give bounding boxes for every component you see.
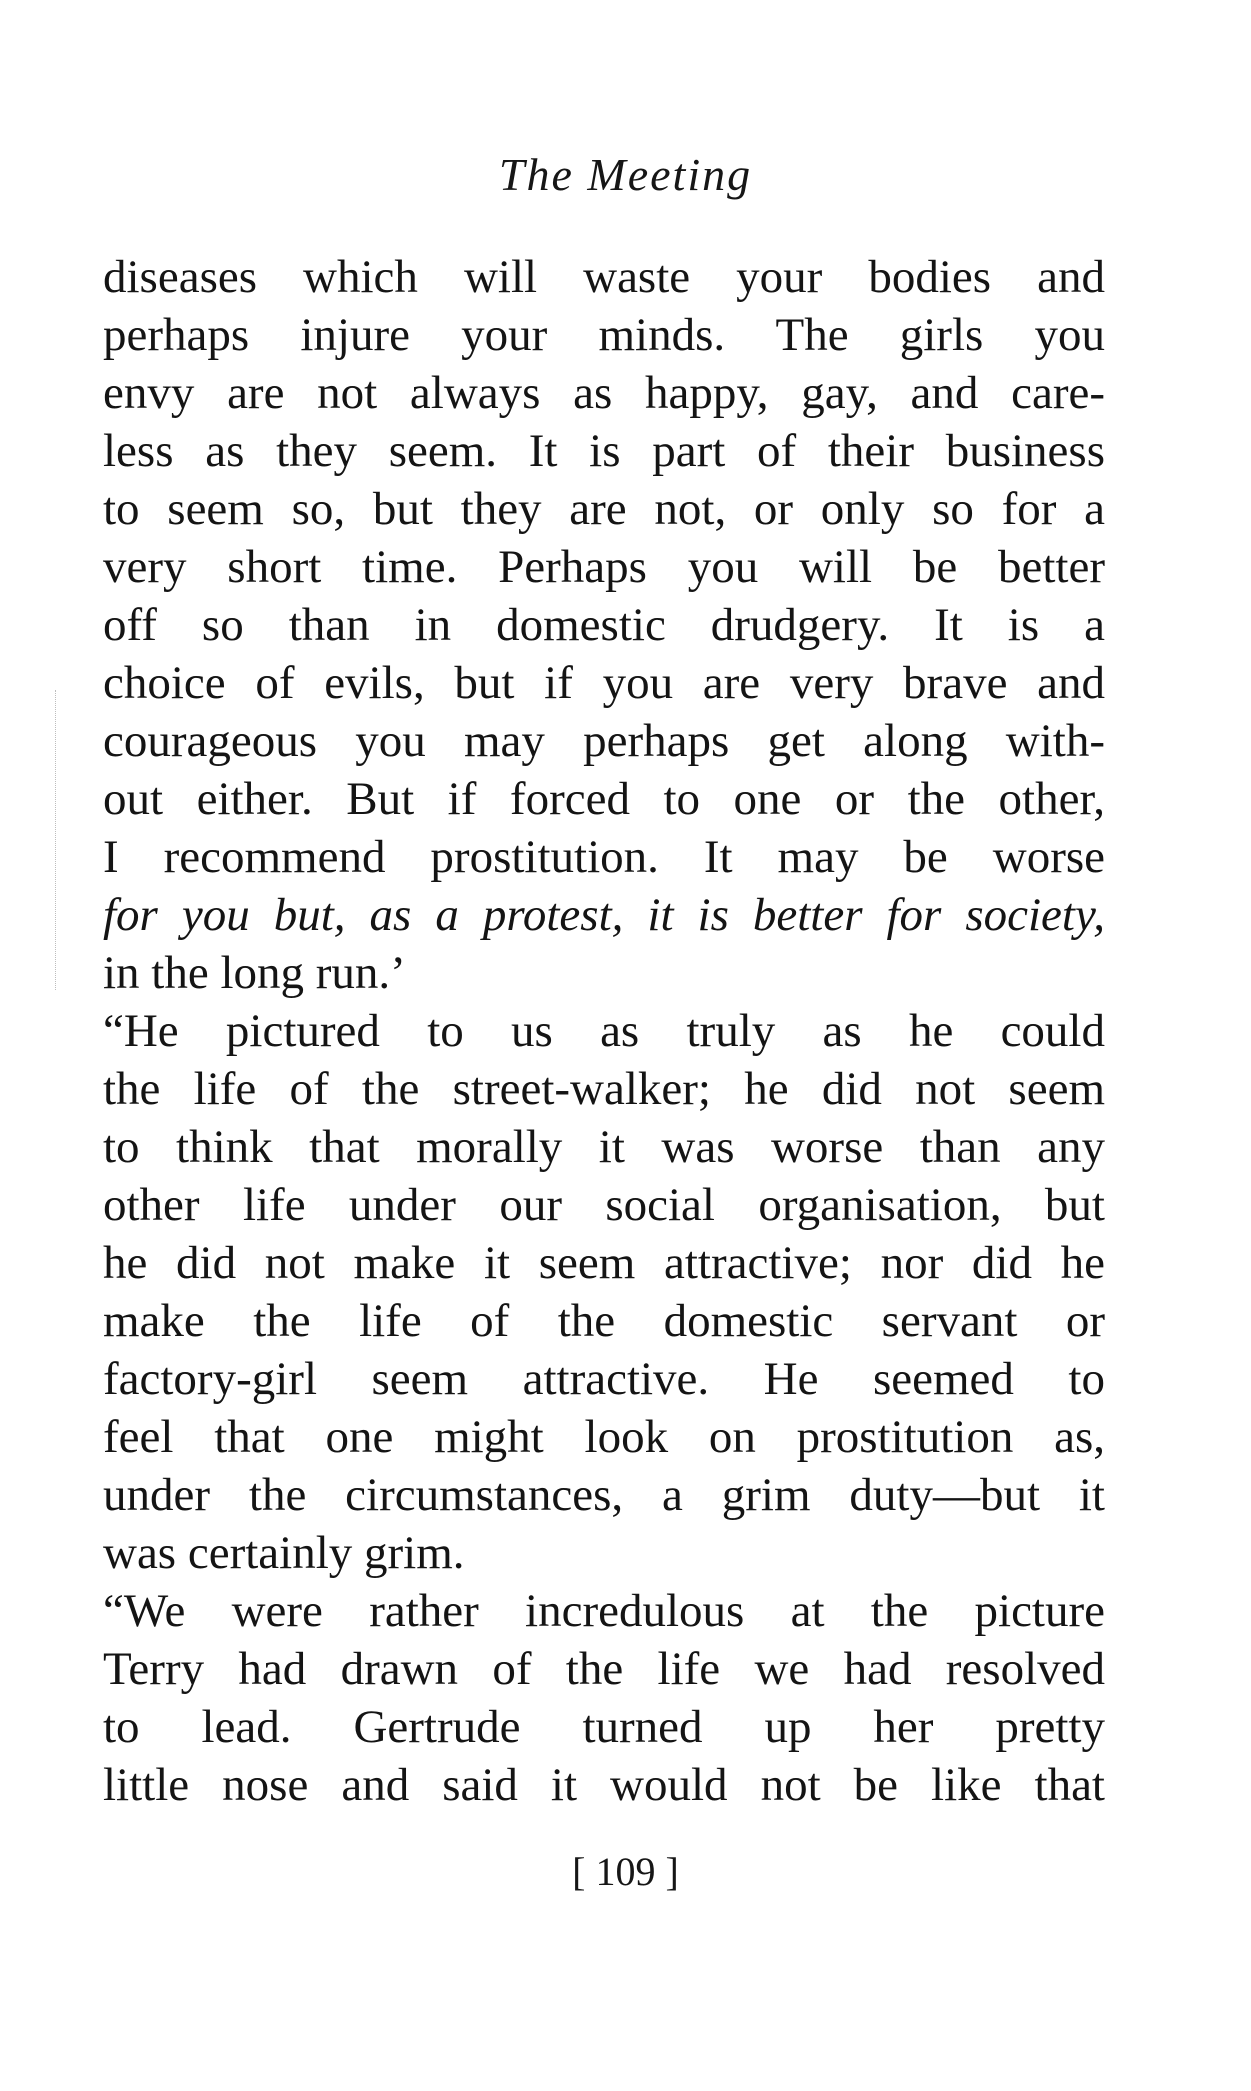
text-line-9: courageous you may perhaps get along with- [103,715,1105,767]
text-line-27: little nose and said it would not be like that [103,1759,1105,1811]
text-line-3: envy are not always as happy, gay, and care- [103,367,1105,419]
text-line-4: less as they seem. It is part of their business [103,425,1105,477]
text-line-18: he did not make it seem attractive; nor did he [103,1237,1105,1289]
text-line-19: make the life of the domestic servant or [103,1295,1105,1347]
body-text [103,248,1105,1814]
text-line-6: very short time. Perhaps you will be better [103,541,1105,593]
text-line-14: “He pictured to us as truly as he could [103,1005,1105,1057]
text-line-16: to think that morally it was worse than any [103,1121,1105,1173]
text-line-15: the life of the street-walker; he did not seem [103,1063,1105,1115]
text-line-26: to lead. Gertrude turned up her pretty [103,1701,1105,1753]
text-line-25: Terry had drawn of the life we had resolved [103,1643,1105,1695]
text-line-23: was certainly grim. [103,1527,465,1579]
text-line-22: under the circumstances, a grim duty—but it [103,1469,1105,1521]
text-line-2: perhaps injure your minds. The girls you [103,309,1105,361]
text-line-8: choice of evils, but if you are very brave and [103,657,1105,709]
text-line-11: I recommend prostitution. It may be worse [103,831,1105,883]
text-line-17: other life under our social organisation, but [103,1179,1105,1231]
text-line-24: “We were rather incredulous at the picture [103,1585,1105,1637]
text-line-13: in the long run.’ [103,947,406,999]
text-line-20: factory-girl seem attractive. He seemed to [103,1353,1105,1405]
text-line-21: feel that one might look on prostitution as, [103,1411,1105,1463]
text-line-7: off so than in domestic drudgery. It is a [103,599,1105,651]
text-line-12: for you but, as a protest, it is better for society, [103,889,1105,941]
page-number: [ 109 ] [572,1849,679,1894]
running-head: The Meeting [498,149,753,200]
text-line-1: diseases which will waste your bodies and [103,251,1105,303]
text-line-5: to seem so, but they are not, or only so for a [103,483,1105,535]
text-line-10: out either. But if forced to one or the other, [103,773,1105,825]
margin-pencil-mark [55,690,62,990]
